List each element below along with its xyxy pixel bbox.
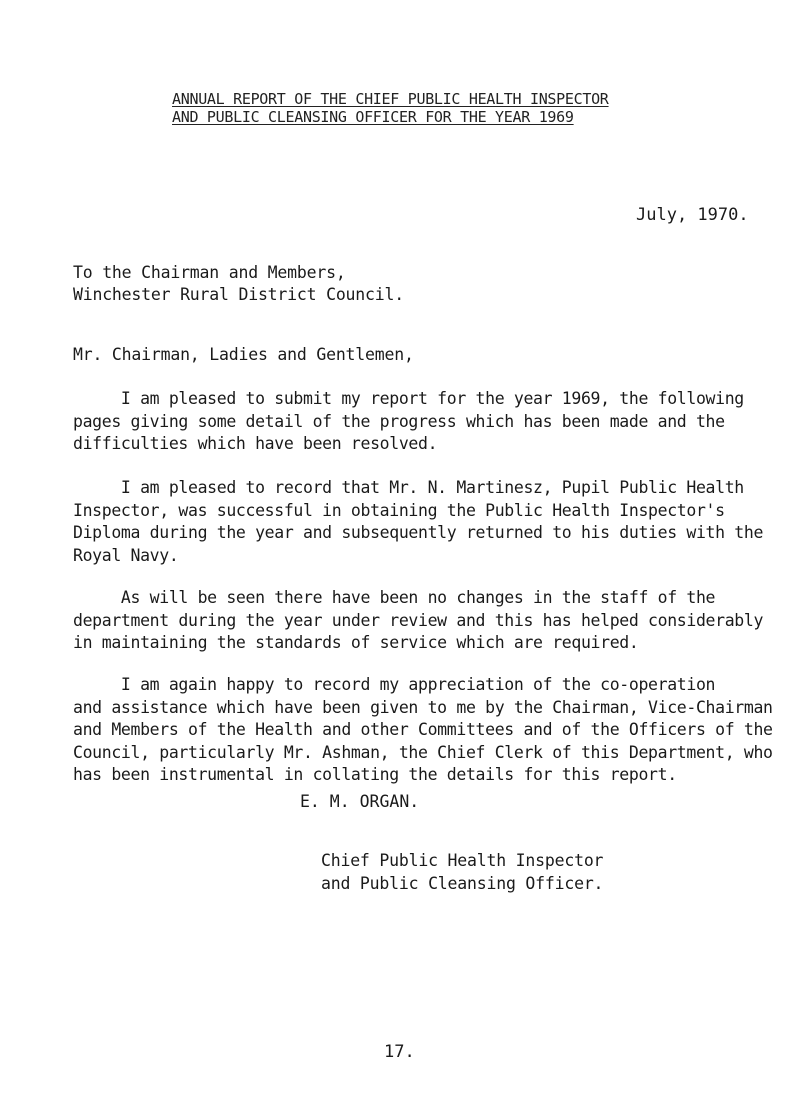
paragraph-line: I am pleased to record that Mr. N. Martinesz, Pupil Public Health	[73, 478, 744, 497]
addressee-block	[73, 262, 404, 306]
addressee-line-2: Winchester Rural District Council.	[73, 285, 404, 304]
letter-date: July, 1970.	[636, 205, 749, 225]
salutation: Mr. Chairman, Ladies and Gentlemen,	[73, 345, 414, 364]
paragraph-2	[73, 477, 764, 567]
paragraph-line: pages giving some detail of the progress which has been made and the	[73, 411, 725, 431]
paragraph-4	[73, 674, 773, 787]
paragraph-line: Inspector, was successful in obtaining the Public Health Inspector's	[73, 500, 725, 520]
signatory-title-line-1: Chief Public Health Inspector	[321, 851, 604, 870]
paragraph-line: department during the year under review and this has helped considerably	[73, 610, 764, 630]
addressee-line-1: To the Chairman and Members,	[73, 263, 346, 282]
report-heading	[172, 90, 632, 126]
paragraph-line: I am pleased to submit my report for the year 1969, the following	[73, 389, 744, 408]
paragraph-line: As will be seen there have been no changes in the staff of the	[73, 588, 716, 607]
report-heading-line-1: ANNUAL REPORT OF THE CHIEF PUBLIC HEALTH INSPECTOR	[172, 90, 609, 108]
paragraph-3	[73, 587, 764, 655]
paragraph-line: Council, particularly Mr. Ashman, the Chief Clerk of this Department, who	[73, 742, 773, 762]
paragraph-line: and assistance which have been given to me by the Chairman, Vice-Chairman	[73, 697, 773, 717]
paragraph-line: Royal Navy.	[73, 545, 179, 565]
signatory-name: E. M. ORGAN.	[300, 792, 420, 811]
signatory-title-line-2: and Public Cleansing Officer.	[321, 873, 604, 893]
page-number: 17.	[384, 1042, 415, 1062]
paragraph-line: and Members of the Health and other Committees and of the Officers of the	[73, 720, 773, 739]
signatory-title	[321, 850, 603, 895]
paragraph-line: difficulties which have been resolved.	[73, 434, 438, 453]
paragraph-1	[73, 388, 744, 456]
paragraph-line: Diploma during the year and subsequently returned to his duties with the	[73, 523, 764, 542]
report-heading-line-2: AND PUBLIC CLEANSING OFFICER FOR THE YEAR 1969	[172, 108, 574, 126]
paragraph-line: has been instrumental in collating the details for this report.	[73, 765, 677, 784]
paragraph-line: in maintaining the standards of service which are required.	[73, 633, 639, 652]
paragraph-line: I am again happy to record my appreciation of the co-operation	[73, 675, 716, 694]
